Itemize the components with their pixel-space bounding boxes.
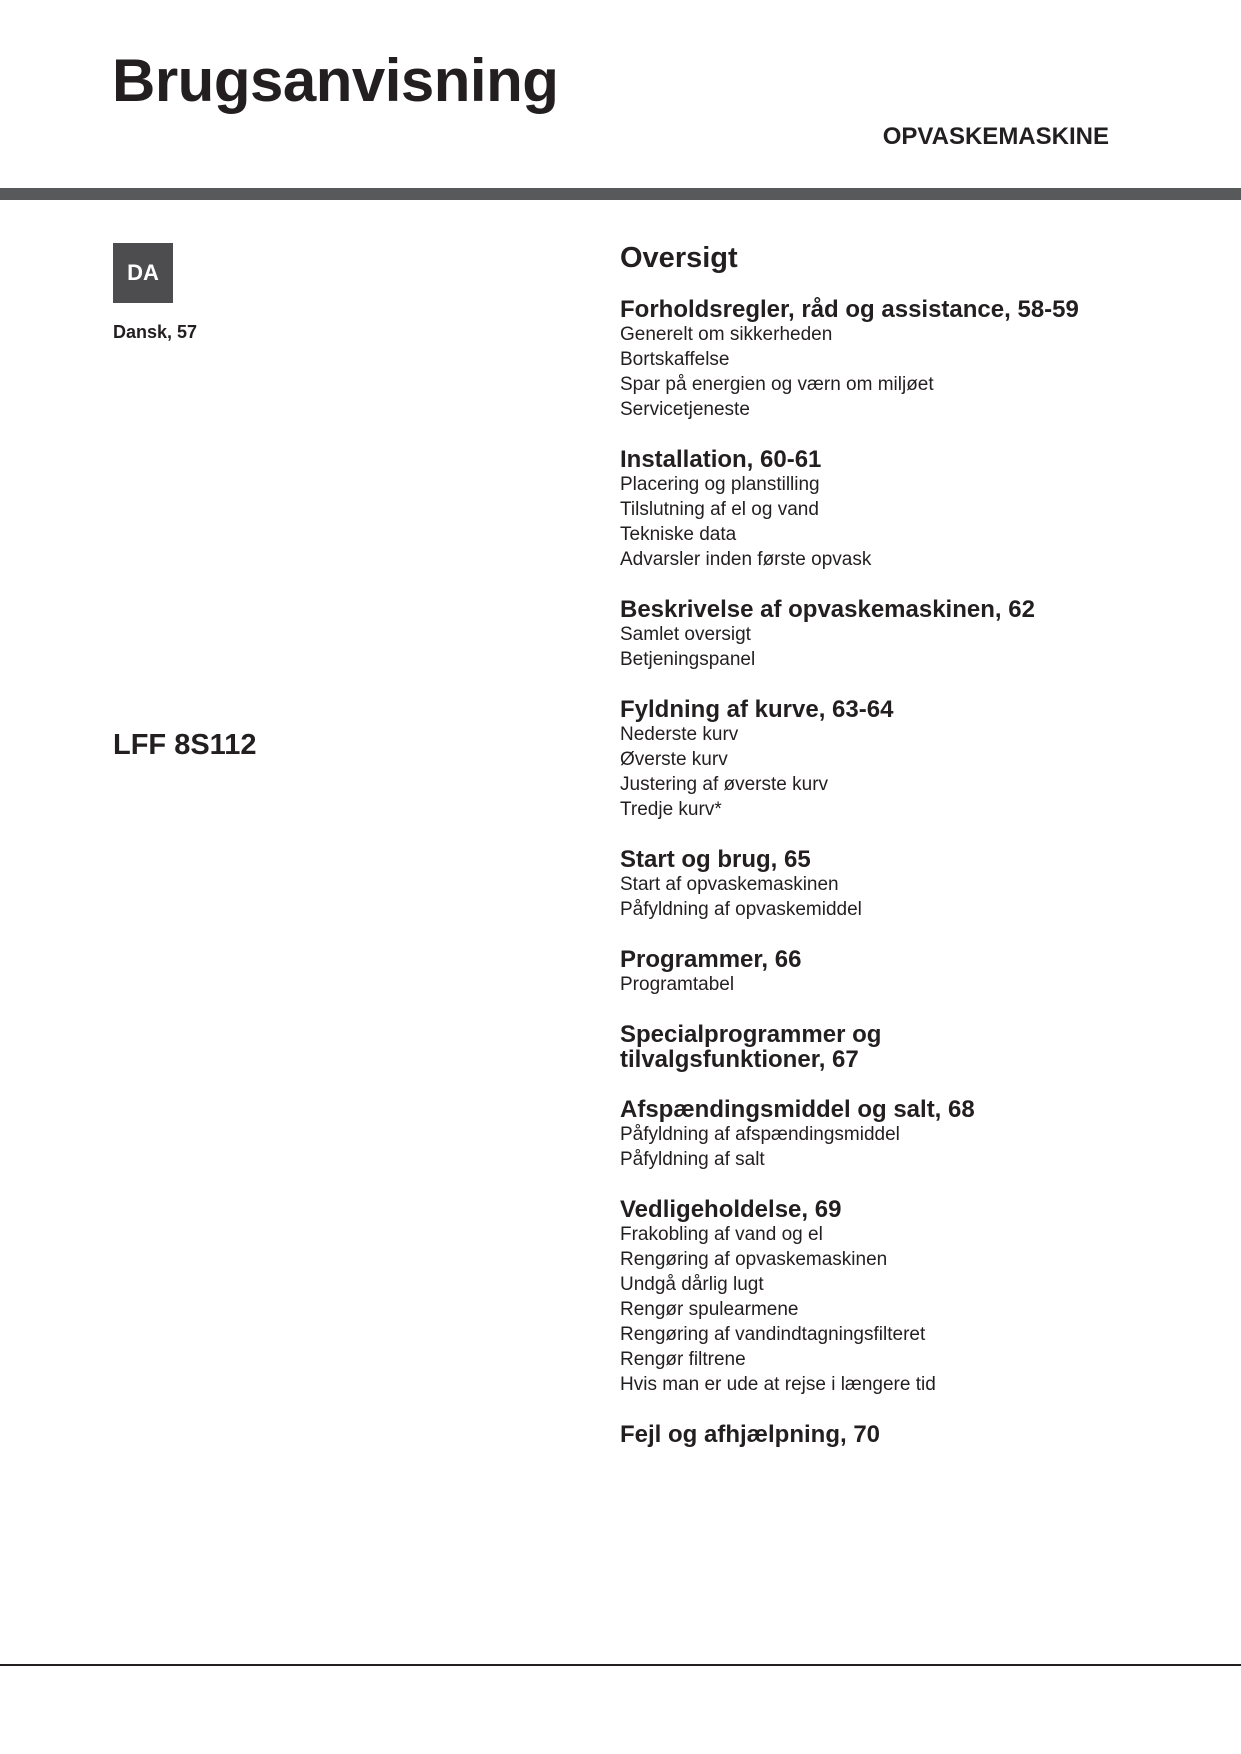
toc-heading: tilvalgsfunktioner, 67 — [620, 1046, 859, 1073]
toc-item: Tekniske data — [620, 524, 737, 545]
toc-item: Påfyldning af afspændingsmiddel — [620, 1124, 900, 1145]
toc-section — [620, 297, 1180, 422]
header-divider — [0, 188, 1241, 200]
toc-item: Frakobling af vand og el — [620, 1224, 823, 1245]
toc-item: Start af opvaskemaskinen — [620, 874, 839, 895]
toc-item: Spar på energien og værn om miljøet — [620, 374, 934, 395]
toc-heading: Forholdsregler, råd og assistance, 58-59 — [620, 296, 1079, 323]
toc-item: Undgå dårlig lugt — [620, 1274, 764, 1295]
toc-section — [620, 1022, 1180, 1072]
toc-item: Generelt om sikkerheden — [620, 324, 833, 345]
toc-item: Rengøring af opvaskemaskinen — [620, 1249, 888, 1270]
toc-item: Rengør filtrene — [620, 1349, 746, 1370]
toc-heading: Programmer, 66 — [620, 946, 802, 973]
language-badge: DA — [113, 243, 173, 303]
toc-item: Bortskaffelse — [620, 349, 730, 370]
toc-section — [620, 1197, 1180, 1397]
toc-item: Tilslutning af el og vand — [620, 499, 819, 520]
toc-item: Påfyldning af opvaskemiddel — [620, 899, 862, 920]
toc-heading: Beskrivelse af opvaskemaskinen, 62 — [620, 596, 1035, 623]
toc-item: Påfyldning af salt — [620, 1149, 765, 1170]
toc-heading: Start og brug, 65 — [620, 846, 811, 873]
toc-item: Betjeningspanel — [620, 649, 756, 670]
toc-heading: Installation, 60-61 — [620, 446, 822, 473]
toc-item: Hvis man er ude at rejse i længere tid — [620, 1374, 936, 1395]
toc-item: Programtabel — [620, 974, 735, 995]
language-label: Dansk, 57 — [113, 322, 198, 342]
toc-section — [620, 947, 1180, 997]
toc-section — [620, 447, 1180, 572]
toc-heading: Afspændingsmiddel og salt, 68 — [620, 1096, 975, 1123]
footer-divider — [0, 1664, 1241, 1666]
toc-section — [620, 1097, 1180, 1172]
toc-item: Servicetjeneste — [620, 399, 750, 420]
toc-heading: Vedligeholdelse, 69 — [620, 1196, 842, 1223]
toc-item: Tredje kurv* — [620, 799, 722, 820]
toc-heading: Fyldning af kurve, 63-64 — [620, 696, 894, 723]
toc-section — [620, 847, 1180, 922]
toc-heading: Specialprogrammer og — [620, 1021, 882, 1048]
toc-item: Nederste kurv — [620, 724, 739, 745]
toc-item: Øverste kurv — [620, 749, 728, 770]
toc-item: Justering af øverste kurv — [620, 774, 829, 795]
toc-heading: Fejl og afhjælpning, 70 — [620, 1421, 881, 1448]
document-title: Brugsanvisning — [112, 47, 559, 114]
toc-item: Placering og planstilling — [620, 474, 820, 495]
toc-section — [620, 1422, 1180, 1447]
toc-item: Rengøring af vandindtagningsfilteret — [620, 1324, 926, 1345]
toc-item: Samlet oversigt — [620, 624, 751, 645]
toc-item: Rengør spulearmene — [620, 1299, 799, 1320]
product-type: OPVASKEMASKINE — [882, 123, 1109, 150]
table-of-contents — [620, 240, 1180, 1472]
model-number: LFF 8S112 — [113, 729, 257, 761]
toc-title: Oversigt — [620, 242, 738, 274]
toc-section — [620, 697, 1180, 822]
toc-section — [620, 597, 1180, 672]
toc-item: Advarsler inden første opvask — [620, 549, 872, 570]
